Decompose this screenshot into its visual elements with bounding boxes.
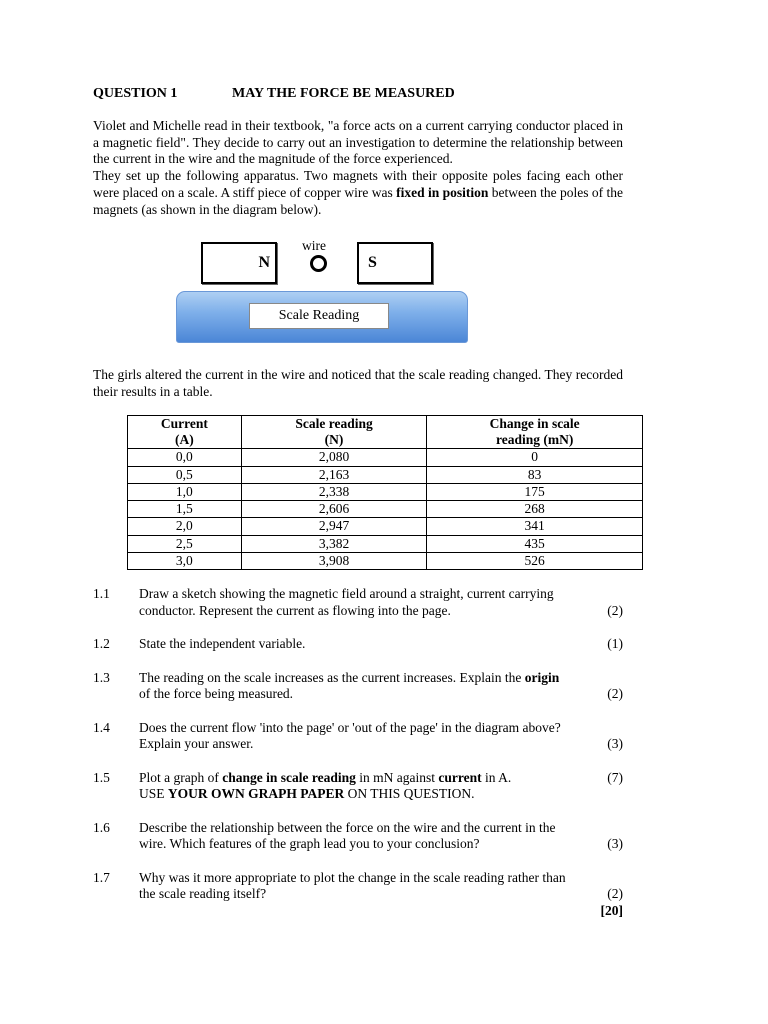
question-marks: (3) xyxy=(607,736,623,752)
question-text: Does the current flow 'into the page' or 'out of the page' in the diagram above? xyxy=(139,719,561,735)
question-1-6 xyxy=(93,820,623,853)
question-heading xyxy=(93,86,623,102)
question-body xyxy=(139,586,623,619)
header-line: Scale reading xyxy=(295,415,373,431)
results-intro: The girls altered the current in the wire and noticed that the scale reading changed. They recorded their results in a table. xyxy=(93,367,623,399)
header-line: (A) xyxy=(174,431,194,447)
question-text: State the independent variable. xyxy=(139,636,306,652)
question-1-7 xyxy=(93,870,623,903)
table-cell: 3,382 xyxy=(241,535,427,552)
question-number: 1.5 xyxy=(93,769,110,785)
question-page xyxy=(93,86,623,919)
question-1-4 xyxy=(93,720,623,753)
header-line: Change in scale xyxy=(489,415,580,431)
question-number: 1.4 xyxy=(93,719,110,735)
results-table xyxy=(127,415,643,571)
intro-p2-bold: fixed in position xyxy=(396,184,489,200)
table-cell: 3,0 xyxy=(128,553,242,570)
question-text xyxy=(139,786,623,803)
table-cell: 2,0 xyxy=(128,518,242,535)
table-cell: 2,080 xyxy=(241,449,427,466)
south-magnet xyxy=(357,242,433,284)
question-list xyxy=(93,586,623,919)
table-row xyxy=(128,518,643,535)
south-pole-label: S xyxy=(368,254,377,272)
north-magnet xyxy=(201,242,277,284)
question-text xyxy=(139,770,599,787)
table-row xyxy=(128,501,643,518)
question-text: wire. Which features of the graph lead you to your conclusion? xyxy=(139,836,480,852)
question-body xyxy=(139,720,623,753)
question-body xyxy=(139,770,623,803)
table-cell: 435 xyxy=(427,535,643,552)
question-text-part: The reading on the scale increases as the current increases. Explain the xyxy=(139,669,525,685)
table-row xyxy=(128,466,643,483)
question-1-3 xyxy=(93,670,623,703)
table-cell: 2,606 xyxy=(241,501,427,518)
table-cell: 526 xyxy=(427,553,643,570)
question-text-part: ON THIS QUESTION. xyxy=(344,786,475,802)
table-row xyxy=(128,535,643,552)
question-number: 1.2 xyxy=(93,636,110,652)
question-text-bold: origin xyxy=(524,669,560,685)
col-header-scale-reading xyxy=(241,415,427,449)
intro-p2-text-a: They set up the following apparatus. Two magnets with their opposite poles facing each other were placed on a scale. A stiff piece of copper wire was xyxy=(93,168,623,200)
table-cell: 341 xyxy=(427,518,643,535)
question-text: Draw a sketch showing the magnetic field around a straight, current carrying xyxy=(139,586,554,602)
question-1-2 xyxy=(93,636,623,653)
intro-paragraph-1: Violet and Michelle read in their textbook, "a force acts on a current carrying conductor placed in a magnetic field". They decide to carry out an investigation to determine the relationship between the current in the wire and the magnitude of the force experienced. xyxy=(93,118,623,167)
question-text-bold: change in scale reading xyxy=(222,769,356,785)
table-cell: 1,0 xyxy=(128,483,242,500)
table-row xyxy=(128,553,643,570)
question-text: Why was it more appropriate to plot the change in the scale reading rather than xyxy=(139,869,566,885)
question-number: QUESTION 1 xyxy=(93,86,178,101)
col-header-current xyxy=(128,415,242,449)
table-cell: 3,908 xyxy=(241,553,427,570)
question-marks: (2) xyxy=(607,602,623,618)
question-body xyxy=(139,820,623,853)
question-number: 1.1 xyxy=(93,586,110,602)
question-body xyxy=(139,870,623,903)
wire-cross-section-icon xyxy=(310,255,327,272)
intro-p2-text-b: between the poles of the magnets (as shown in the diagram below). xyxy=(93,184,624,217)
question-marks: (1) xyxy=(607,636,623,652)
table-row xyxy=(128,449,643,466)
col-header-change xyxy=(427,415,643,449)
question-marks: (2) xyxy=(607,686,623,702)
apparatus-diagram xyxy=(93,232,623,367)
table-cell: 2,338 xyxy=(241,483,427,500)
question-text-part: Plot a graph of xyxy=(139,769,223,785)
table-row xyxy=(128,483,643,500)
table-cell: 83 xyxy=(427,466,643,483)
question-number: 1.3 xyxy=(93,669,110,685)
header-line: reading (mN) xyxy=(495,431,574,447)
question-body xyxy=(139,670,623,703)
question-marks: (7) xyxy=(607,769,623,785)
question-text-bold: current xyxy=(438,769,482,785)
wire-label: wire xyxy=(302,238,326,254)
question-1-5 xyxy=(93,770,623,803)
table-cell: 0,5 xyxy=(128,466,242,483)
question-body xyxy=(139,636,623,653)
table-cell: 2,947 xyxy=(241,518,427,535)
question-text-bold: YOUR OWN GRAPH PAPER xyxy=(167,786,345,802)
header-line: (N) xyxy=(324,431,344,447)
table-cell: 1,5 xyxy=(128,501,242,518)
table-cell: 2,5 xyxy=(128,535,242,552)
question-text xyxy=(139,670,623,687)
north-pole-label: N xyxy=(258,254,270,272)
question-text: the scale reading itself? xyxy=(139,886,267,902)
table-cell: 0,0 xyxy=(128,449,242,466)
table-cell: 2,163 xyxy=(241,466,427,483)
table-cell: 175 xyxy=(427,483,643,500)
scale-reading-label: Scale Reading xyxy=(249,303,389,329)
question-title: MAY THE FORCE BE MEASURED xyxy=(232,86,455,101)
table-cell: 268 xyxy=(427,501,643,518)
header-line: Current xyxy=(160,415,208,431)
question-number: 1.7 xyxy=(93,869,110,885)
intro-paragraph-2 xyxy=(93,168,623,218)
question-text-part: in mN against xyxy=(355,769,439,785)
question-text: Explain your answer. xyxy=(139,736,254,752)
table-header-row xyxy=(128,415,643,449)
question-text: conductor. Represent the current as flowing into the page. xyxy=(139,602,451,618)
question-text-part: USE xyxy=(139,786,168,802)
question-1-1 xyxy=(93,586,623,619)
total-marks: [20] xyxy=(600,902,623,918)
question-text-part: in A. xyxy=(481,769,512,785)
question-marks: (2) xyxy=(607,886,623,902)
question-text: of the force being measured. xyxy=(139,686,294,702)
question-marks: (3) xyxy=(607,836,623,852)
table-cell: 0 xyxy=(427,449,643,466)
question-text: Describe the relationship between the force on the wire and the current in the xyxy=(139,819,556,835)
question-number: 1.6 xyxy=(93,819,110,835)
